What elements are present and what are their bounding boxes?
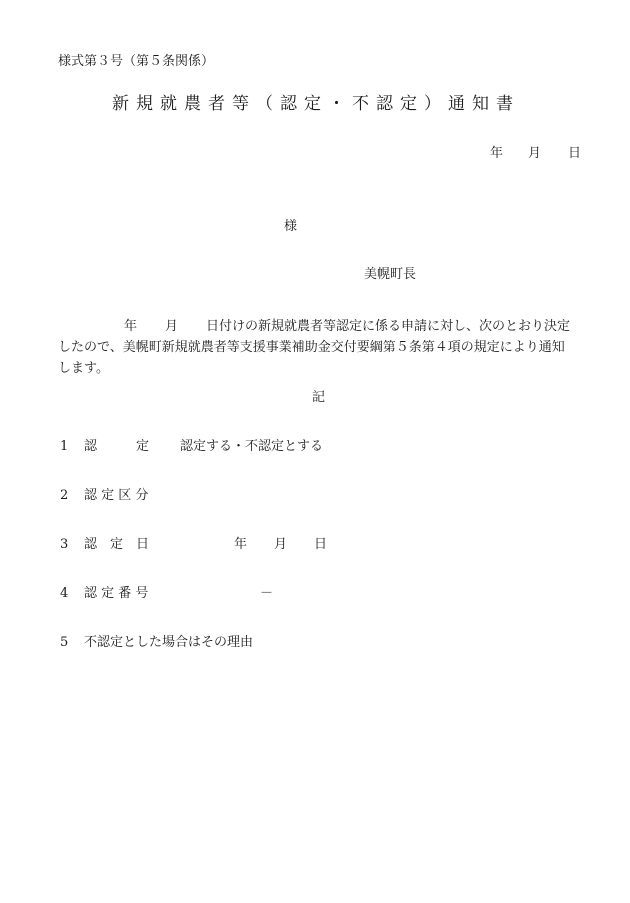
ki-heading: 記	[312, 390, 326, 405]
body-year: 年	[124, 319, 138, 334]
item-number: 2	[60, 488, 69, 503]
body-line-1	[58, 316, 584, 337]
body-line-3: します。	[58, 361, 109, 376]
item-value: －	[260, 586, 274, 601]
item-label: 認 定	[84, 439, 150, 454]
item-day: 日	[314, 537, 328, 552]
form-number: 様式第３号（第５条関係）	[58, 54, 215, 69]
item-month: 月	[274, 537, 288, 552]
item-label: 不認定とした場合はその理由	[84, 635, 254, 650]
date-year: 年	[490, 146, 504, 161]
item-number: 5	[60, 635, 69, 650]
item-value: 認定する・不認定とする	[180, 439, 324, 454]
item-label: 認 定 番 号	[84, 586, 149, 601]
item-number: 4	[60, 586, 69, 601]
item-number: 3	[60, 537, 69, 552]
body-line-1-rest: 日付けの新規就農者等認定に係る申請に対し、次のとおり決定	[206, 319, 571, 334]
item-label: 認 定 日	[84, 537, 150, 552]
document-title: 新規就農者等（認定・不認定）通知書	[112, 94, 520, 114]
item-year: 年	[234, 537, 248, 552]
notice-body	[58, 316, 584, 379]
item-label: 認 定 区 分	[84, 488, 149, 503]
sender: 美幌町長	[364, 267, 417, 282]
body-month: 月	[165, 319, 179, 334]
date-day: 日	[568, 146, 582, 161]
addressee-suffix: 様	[284, 219, 298, 234]
item-number: 1	[60, 439, 69, 454]
body-line-2: したので、美幌町新規就農者等支援事業補助金交付要綱第５条第４項の規定により通知	[58, 340, 565, 355]
date-month: 月	[528, 146, 542, 161]
